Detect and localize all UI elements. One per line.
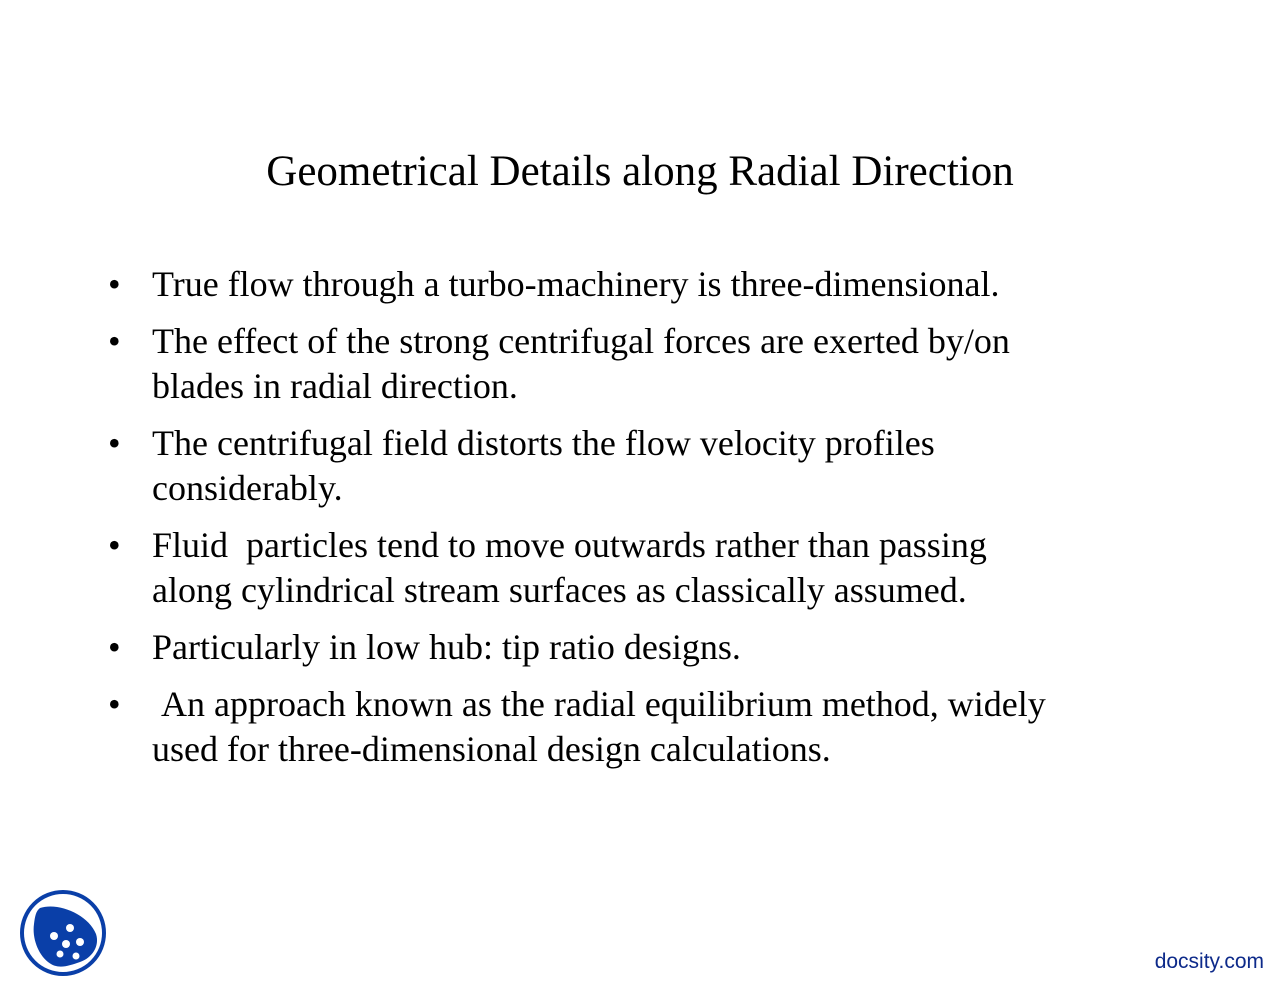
slide-title: Geometrical Details along Radial Direction bbox=[266, 148, 1014, 195]
bullet-dot: • bbox=[108, 423, 121, 463]
bullet-text: The effect of the strong centrifugal forces are exerted by/on blades in radial direction. bbox=[152, 321, 1010, 406]
logo-dot bbox=[73, 953, 80, 960]
bullet-item bbox=[0, 523, 1280, 613]
bullet-item bbox=[0, 625, 1280, 670]
bullet-item bbox=[0, 319, 1280, 409]
logo-dot bbox=[66, 924, 74, 932]
bullet-dot: • bbox=[108, 321, 121, 361]
docsity-watermark: docsity.com bbox=[1154, 950, 1264, 973]
bullet-item bbox=[0, 682, 1280, 772]
bullet-item bbox=[0, 262, 1280, 307]
bullet-dot: • bbox=[108, 264, 121, 304]
bullet-dot: • bbox=[108, 684, 121, 724]
bullet-text: Fluid particles tend to move outwards rather than passing along cylindrical stream surfaces as classically assumed. bbox=[152, 525, 987, 610]
bullet-dot: • bbox=[108, 525, 121, 565]
logo-svg bbox=[18, 888, 108, 978]
logo-dot bbox=[62, 940, 70, 948]
bullet-dot: • bbox=[108, 627, 121, 667]
logo-dot bbox=[50, 932, 58, 940]
logo-dot bbox=[76, 938, 84, 946]
logo-dot bbox=[57, 951, 64, 958]
institution-logo-icon bbox=[18, 888, 108, 978]
bullet-text: The centrifugal field distorts the flow velocity profiles considerably. bbox=[152, 423, 935, 508]
bullet-list bbox=[0, 262, 1280, 784]
bullet-text: An approach known as the radial equilibrium method, widely used for three-dimensional design calculations. bbox=[152, 684, 1046, 769]
bullet-text: True flow through a turbo-machinery is three-dimensional. bbox=[152, 264, 1000, 304]
bullet-text: Particularly in low hub: tip ratio designs. bbox=[152, 627, 741, 667]
bullet-item bbox=[0, 421, 1280, 511]
